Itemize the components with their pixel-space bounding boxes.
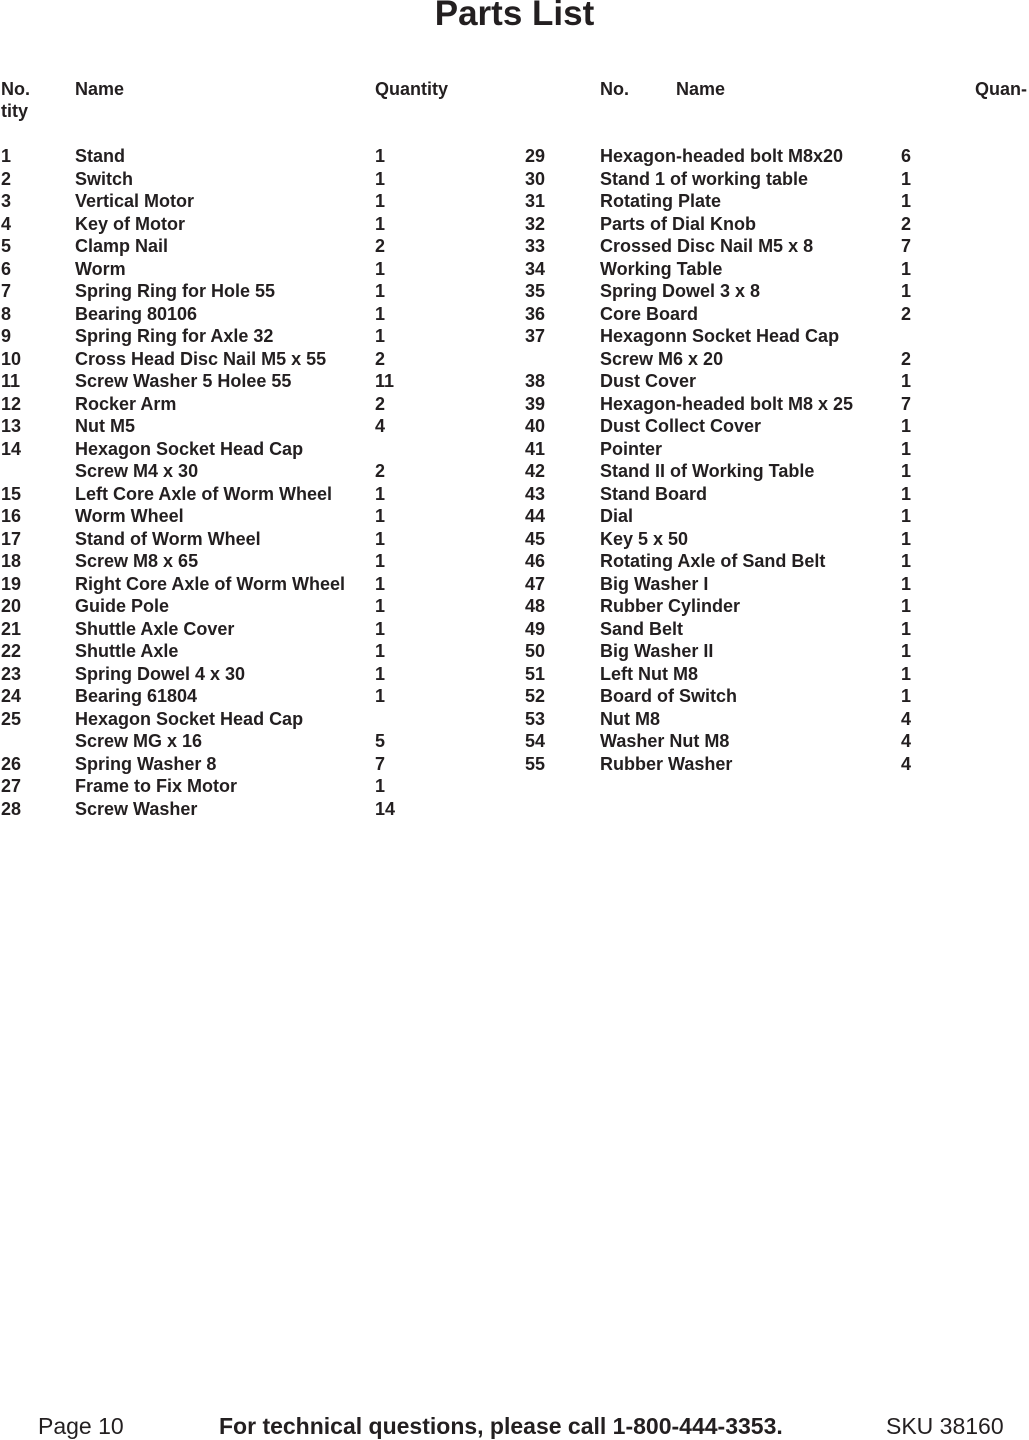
table-row (0, 685, 1029, 707)
part-number: 26 (1, 753, 22, 774)
part-quantity: 1 (375, 303, 386, 324)
part-name: Vertical Motor (75, 191, 195, 211)
table-row (0, 325, 1029, 347)
part-name: Hexagon Socket Head Cap (75, 708, 304, 729)
part-name: Right Core Axle of Worm Wheel (75, 573, 346, 594)
part-number: 28 (1, 798, 22, 819)
part-quantity: 7 (375, 753, 386, 774)
part-number: 48 (525, 596, 546, 616)
table-row (0, 753, 1029, 775)
sku-label: SKU 38160 (886, 1413, 1004, 1439)
part-number: 52 (525, 686, 546, 706)
part-name: Spring Ring for Axle 32 (75, 326, 274, 346)
part-quantity: 1 (901, 416, 912, 436)
table-row (0, 415, 1029, 437)
part-name: Rotating Plate (600, 191, 722, 211)
table-row (0, 258, 1029, 280)
page-number: Page 10 (38, 1413, 124, 1439)
part-name: Dust Collect Cover (600, 416, 762, 436)
part-quantity: 1 (375, 641, 386, 661)
part-name: Board of Switch (600, 686, 738, 706)
table-header (0, 78, 1029, 100)
part-number: 9 (1, 326, 12, 346)
part-name: Sand Belt (600, 618, 684, 639)
part-number: 13 (1, 416, 22, 436)
part-number: 21 (1, 618, 22, 639)
part-number: 27 (1, 776, 22, 796)
table-row (0, 145, 1029, 167)
part-number: 7 (1, 281, 12, 301)
part-name: Washer Nut M8 (600, 731, 730, 751)
part-quantity: 1 (901, 528, 912, 549)
part-name: Key 5 x 50 (600, 528, 689, 549)
part-name: Big Washer I (600, 573, 709, 594)
part-number: 32 (525, 213, 546, 234)
part-quantity: 2 (375, 393, 386, 414)
part-quantity: 4 (901, 731, 912, 751)
part-quantity: 1 (901, 596, 912, 616)
part-quantity: 1 (375, 281, 386, 301)
table-row (0, 730, 1029, 752)
part-number: 36 (525, 303, 546, 324)
part-name: Working Table (600, 258, 723, 279)
part-number: 41 (525, 438, 546, 459)
part-quantity: 1 (901, 438, 912, 459)
part-name: Rubber Washer (600, 753, 733, 774)
table-row (0, 775, 1029, 797)
part-name: Spring Dowel 3 x 8 (600, 281, 761, 301)
part-number: 16 (1, 506, 22, 526)
part-number: 4 (1, 213, 12, 234)
part-quantity: 1 (901, 506, 912, 526)
part-name: Cross Head Disc Nail M5 x 55 (75, 348, 327, 369)
part-quantity: 1 (901, 371, 912, 391)
table-row (0, 168, 1029, 190)
part-quantity: 2 (375, 236, 386, 256)
part-quantity: 7 (901, 393, 912, 414)
part-quantity: 1 (375, 483, 386, 504)
part-number: 30 (525, 168, 546, 189)
part-name: Spring Washer 8 (75, 753, 217, 774)
part-name: Hexagon Socket Head Cap (75, 438, 304, 459)
part-number: 46 (525, 551, 546, 571)
part-quantity: 2 (901, 303, 912, 324)
part-quantity: 11 (375, 371, 395, 391)
part-quantity: 2 (901, 348, 912, 369)
part-number: 55 (525, 753, 546, 774)
part-name: Spring Dowel 4 x 30 (75, 663, 246, 684)
part-number: 43 (525, 483, 546, 504)
part-name: Switch (75, 168, 134, 189)
header-name: Name (75, 79, 125, 99)
part-number: 31 (525, 191, 546, 211)
part-name: Stand 1 of working table (600, 168, 809, 189)
part-quantity: 1 (901, 483, 912, 504)
part-quantity: 2 (375, 461, 386, 481)
part-number: 38 (525, 371, 546, 391)
part-quantity: 1 (375, 506, 386, 526)
part-number: 53 (525, 708, 546, 729)
part-number: 12 (1, 393, 22, 414)
header-quantity-right-wrap: tity (1, 101, 28, 121)
part-name: Screw Washer (75, 798, 198, 819)
part-number: 20 (1, 596, 22, 616)
table-row (0, 393, 1029, 415)
part-number: 18 (1, 551, 22, 571)
table-row (0, 798, 1029, 820)
table-row (0, 213, 1029, 235)
part-name: Worm Wheel (75, 506, 184, 526)
part-quantity: 1 (375, 213, 386, 234)
part-number: 25 (1, 708, 22, 729)
part-name: Screw Washer 5 Holee 55 (75, 371, 292, 391)
table-row (0, 708, 1029, 730)
part-quantity: 1 (375, 168, 386, 189)
part-quantity: 1 (901, 551, 912, 571)
part-name: Shuttle Axle Cover (75, 618, 235, 639)
part-name: Hexagon-headed bolt M8 x 25 (600, 393, 854, 414)
part-name: Stand of Worm Wheel (75, 528, 261, 549)
part-name: Bearing 61804 (75, 686, 198, 706)
part-quantity: 7 (901, 236, 912, 256)
part-number: 39 (525, 393, 546, 414)
part-name: Big Washer II (600, 641, 714, 661)
part-quantity: 4 (901, 753, 912, 774)
part-quantity: 1 (375, 663, 386, 684)
part-quantity: 1 (375, 146, 386, 166)
part-number: 15 (1, 483, 22, 504)
table-row (0, 438, 1029, 460)
part-number: 8 (1, 303, 12, 324)
part-number: 2 (1, 168, 12, 189)
part-quantity: 4 (901, 708, 912, 729)
part-quantity: 1 (901, 281, 912, 301)
part-quantity: 2 (375, 348, 386, 369)
part-number: 49 (525, 618, 546, 639)
part-name: Dial (600, 506, 634, 526)
part-quantity: 1 (375, 258, 386, 279)
part-quantity: 4 (375, 416, 386, 436)
page-footer (0, 1412, 1029, 1440)
part-name: Parts of Dial Knob (600, 213, 757, 234)
part-quantity: 1 (375, 551, 386, 571)
part-name: Shuttle Axle (75, 641, 179, 661)
part-number: 47 (525, 573, 546, 594)
part-name: Left Nut M8 (600, 663, 698, 684)
table-row (0, 640, 1029, 662)
part-number: 29 (525, 146, 546, 166)
part-name: Stand II of Working Table (600, 461, 815, 481)
part-number: 45 (525, 528, 546, 549)
part-number: 35 (525, 281, 546, 301)
table-row (0, 573, 1029, 595)
part-quantity: 1 (375, 618, 386, 639)
table-row (0, 483, 1029, 505)
table-row (0, 505, 1029, 527)
table-row (0, 190, 1029, 212)
part-quantity: 5 (375, 731, 386, 751)
table-row (0, 370, 1029, 392)
part-name: Crossed Disc Nail M5 x 8 (600, 236, 814, 256)
part-number: 19 (1, 573, 22, 594)
part-quantity: 1 (901, 461, 912, 481)
part-quantity: 1 (901, 573, 912, 594)
part-number: 23 (1, 663, 22, 684)
header-name-right: Name (676, 79, 726, 99)
part-number: 5 (1, 236, 12, 256)
part-name: Screw M8 x 65 (75, 551, 199, 571)
part-quantity: 1 (901, 663, 912, 684)
table-row (0, 235, 1029, 257)
part-quantity: 2 (901, 213, 912, 234)
header-quantity-right: Quan- (975, 79, 1027, 99)
part-number: 10 (1, 348, 22, 369)
table-row (0, 303, 1029, 325)
table-row (0, 663, 1029, 685)
part-number: 3 (1, 191, 12, 211)
part-name: Rocker Arm (75, 393, 177, 414)
part-number: 22 (1, 641, 22, 661)
tech-support-note: For technical questions, please call 1-800-444-3353. (219, 1413, 783, 1439)
part-name: Bearing 80106 (75, 303, 198, 324)
header-quantity: Quantity (375, 79, 449, 99)
part-name: Rubber Cylinder (600, 596, 741, 616)
part-name: Hexagon-headed bolt M8x20 (600, 146, 844, 166)
table-row (0, 280, 1029, 302)
part-number: 40 (525, 416, 546, 436)
part-number: 51 (525, 663, 546, 684)
part-number: 6 (1, 258, 12, 279)
part-quantity: 1 (901, 258, 912, 279)
part-name: Frame to Fix Motor (75, 776, 238, 796)
part-name: Nut M5 (75, 416, 135, 436)
part-quantity: 1 (901, 641, 912, 661)
part-quantity: 1 (375, 596, 386, 616)
part-name: Clamp Nail (75, 236, 169, 256)
part-quantity: 6 (901, 146, 912, 166)
part-number: 50 (525, 641, 546, 661)
part-number: 24 (1, 686, 22, 706)
part-name: Screw MG x 16 (75, 731, 203, 751)
part-quantity: 1 (901, 618, 912, 639)
part-name: Stand Board (600, 483, 708, 504)
table-row (0, 348, 1029, 370)
part-name: Hexagonn Socket Head Cap (600, 326, 840, 346)
part-number: 34 (525, 258, 546, 279)
part-quantity: 1 (375, 573, 386, 594)
table-row (0, 460, 1029, 482)
header-no-right: No. (600, 79, 629, 99)
part-name: Nut M8 (600, 708, 660, 729)
part-name: Pointer (600, 438, 663, 459)
part-quantity: 1 (901, 191, 912, 211)
part-quantity: 1 (375, 326, 386, 346)
part-name: Screw M6 x 20 (600, 348, 724, 369)
part-number: 1 (1, 146, 12, 166)
table-row (0, 595, 1029, 617)
page-title: Parts List (434, 0, 595, 33)
part-quantity: 1 (375, 776, 386, 796)
part-quantity: 1 (375, 686, 386, 706)
part-name: Stand (75, 146, 126, 166)
table-row (0, 618, 1029, 640)
part-name: Dust Cover (600, 371, 697, 391)
part-number: 37 (525, 326, 546, 346)
header-no: No. (1, 79, 30, 99)
part-name: Left Core Axle of Worm Wheel (75, 483, 333, 504)
table-row (0, 550, 1029, 572)
part-quantity: 14 (375, 798, 396, 819)
part-name: Guide Pole (75, 596, 170, 616)
part-number: 33 (525, 236, 546, 256)
part-name: Worm (75, 258, 126, 279)
part-quantity: 1 (901, 686, 912, 706)
part-name: Screw M4 x 30 (75, 461, 199, 481)
part-number: 17 (1, 528, 22, 549)
part-number: 44 (525, 506, 546, 526)
part-name: Rotating Axle of Sand Belt (600, 551, 826, 571)
part-name: Core Board (600, 303, 699, 324)
part-number: 54 (525, 731, 546, 751)
part-quantity: 1 (901, 168, 912, 189)
part-name: Spring Ring for Hole 55 (75, 281, 276, 301)
table-row (0, 528, 1029, 550)
part-quantity: 1 (375, 191, 386, 211)
part-number: 42 (525, 461, 546, 481)
part-number: 11 (1, 371, 21, 391)
part-number: 14 (1, 438, 22, 459)
part-quantity: 1 (375, 528, 386, 549)
part-name: Key of Motor (75, 213, 185, 234)
